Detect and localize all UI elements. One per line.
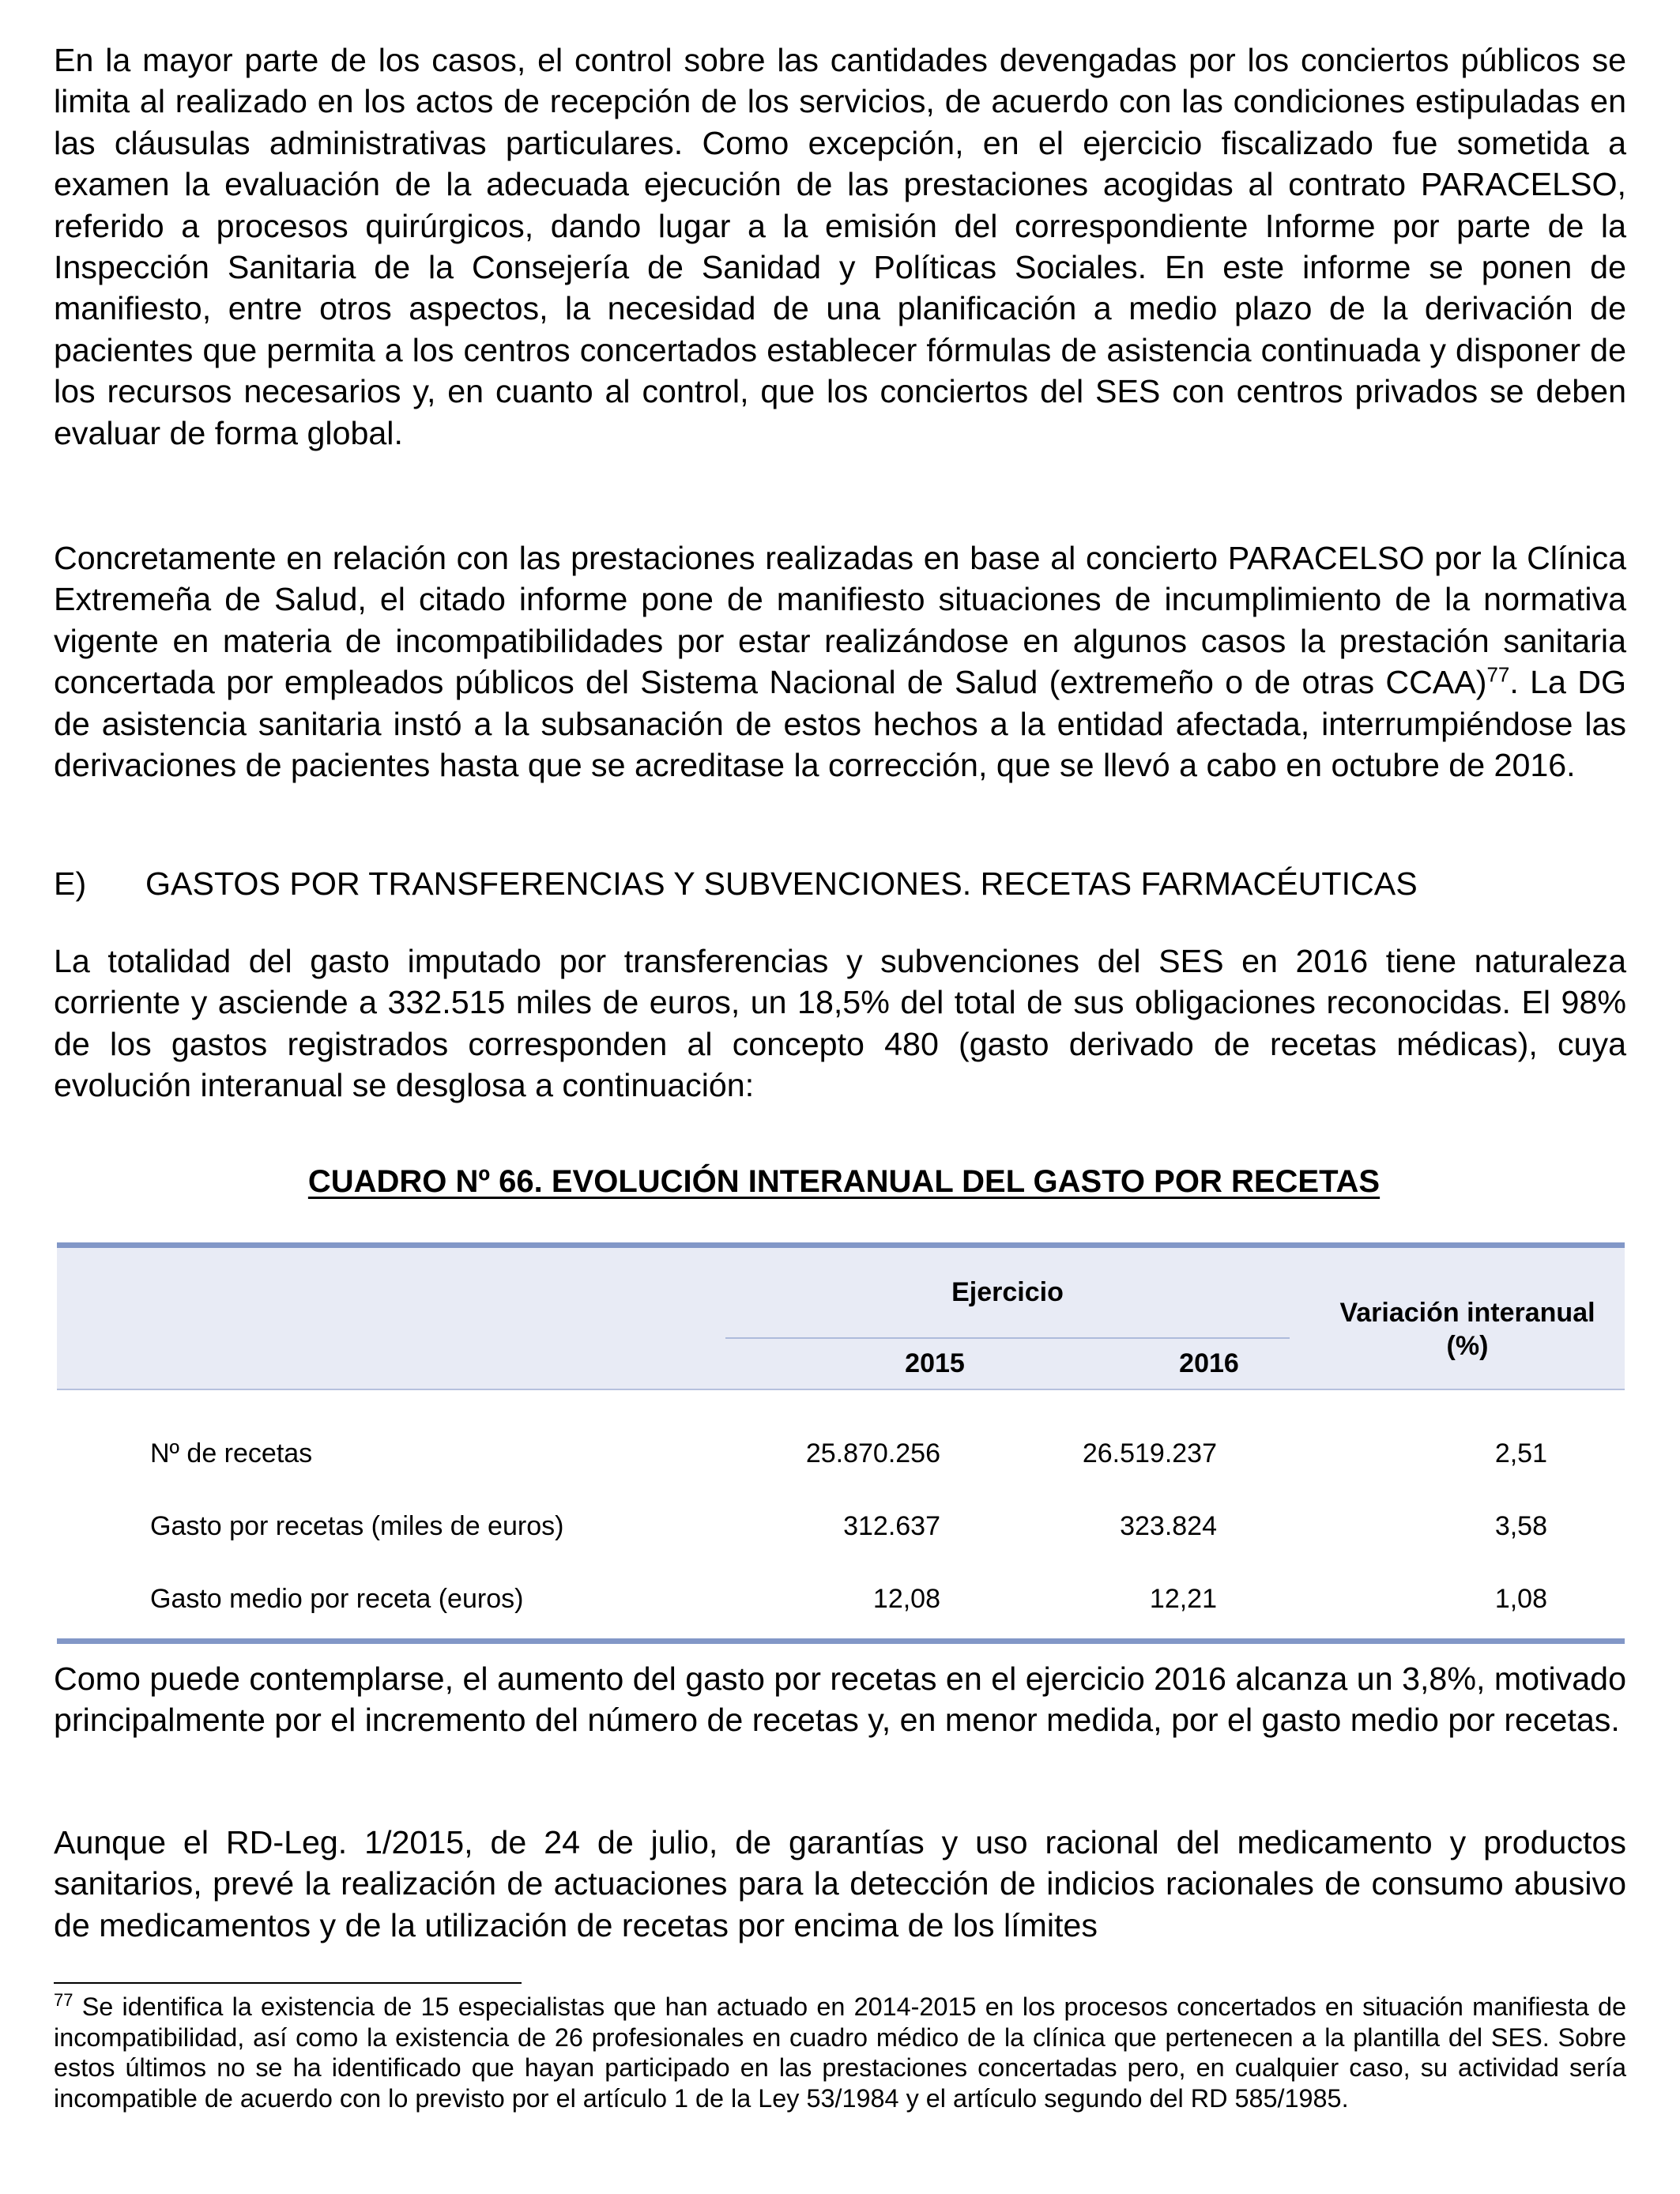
header-ejercicio: Ejercicio [951, 1277, 1064, 1307]
recetas-table [57, 1242, 1625, 1646]
table-bottom-rule [57, 1638, 1625, 1644]
section-title: GASTOS POR TRANSFERENCIAS Y SUBVENCIONES. RECETAS FARMACÉUTICAS [145, 865, 1418, 902]
cell-gasto-2015: 312.637 [843, 1511, 940, 1541]
row-label-recetas: Nº de recetas [150, 1438, 313, 1468]
header-2015 [725, 1347, 1049, 1380]
cell-gasto-medio-2015: 12,08 [872, 1584, 940, 1614]
cell-recetas-2016: 26.519.237 [1082, 1438, 1217, 1468]
paragraph-paracelso-control: En la mayor parte de los casos, el control sobre las cantidades devengadas por los conciertos públicos se limita al realizado en los actos de recepción de los servicios, de acuerdo con las condiciones estipuladas en las cláusulas administrativas particulares. Como excepción, en el ejercicio fiscalizado fue sometida a examen la evaluación de la adecuada ejecución de las prestaciones acogidas al contrato PARACELSO, referido a procesos quirúrgicos, dando lugar a la emisión del correspondiente Informe por parte de la Inspección Sanitaria de la Consejería de Sanidad y Políticas Sociales. En este informe se ponen de manifiesto, entre otros aspectos, la necesidad de una planificación a medio plazo de la derivación de pacientes que permita a los centros concertados establecer fórmulas de asistencia continuada y disponer de los recursos necesarios y, en cuanto al control, que los conciertos del SES con centros privados se deben evaluar de forma global. [54, 42, 1626, 451]
table-top-rule [57, 1242, 1625, 1248]
cell-recetas-2015: 25.870.256 [805, 1438, 940, 1468]
cell-gasto-medio-2016: 12,21 [1149, 1584, 1217, 1614]
footnote-text: Se identifica la existencia de 15 especialistas que han actuado en 2014-2015 en los procesos concertados en situación manifiesta de incompatibilidad, así como la existencia de 26 profesionales en cuadro médico de la clínica que pertenecen a la plantilla del SES. Sobre estos últimos no se ha identificado que hayan participado en las prestaciones concertadas pero, en cualquier caso, su actividad sería incompatible de acuerdo con lo previsto por el artículo 1 de la Ley 53/1984 y el artículo segundo del RD 585/1985. [54, 1992, 1626, 2113]
footnote-77 [54, 1992, 1626, 2113]
section-letter: E) [54, 865, 87, 902]
cell-gasto-2016: 323.824 [1120, 1511, 1217, 1541]
paragraph-incompatibilidades [54, 537, 1626, 786]
header-variacion-line1: Variación interanual [1339, 1298, 1595, 1328]
header-2016 [1049, 1347, 1290, 1380]
header-2015-text: 2015 [905, 1348, 965, 1378]
row-label-gasto-medio: Gasto medio por receta (euros) [150, 1584, 524, 1614]
paragraph-transferencias: La totalidad del gasto imputado por transferencias y subvenciones del SES en 2016 tiene naturaleza corriente y asciende a 332.515 miles de euros, un 18,5% del total de sus obligaciones reconocidas. El 98% de los gastos registrados corresponden al concepto 480 (gasto derivado de recetas médicas), cuya evolución interanual se desglosa a continuación: [54, 943, 1626, 1104]
footnote-reference[interactable]: 77 [1486, 662, 1510, 687]
header-variacion [1313, 1296, 1622, 1363]
header-2016-text: 2016 [1179, 1348, 1239, 1378]
table-title [54, 1160, 1634, 1203]
ejercicio-underline [725, 1337, 1290, 1339]
cell-gasto-medio-var: 1,08 [1494, 1584, 1547, 1614]
cell-gasto-var: 3,58 [1494, 1511, 1547, 1541]
paragraph-aumento-gasto: Como puede contemplarse, el aumento del gasto por recetas en el ejercicio 2016 alcanza un 3,8%, motivado principalmente por el incremento del número de recetas y, en menor medida, por el gasto medio por recetas. [54, 1661, 1626, 1739]
footnote-number: 77 [54, 1990, 73, 2011]
cell-recetas-var: 2,51 [1494, 1438, 1547, 1468]
table-header-separator [57, 1389, 1625, 1390]
table-title-text: CUADRO Nº 66. EVOLUCIÓN INTERANUAL DEL GASTO POR RECETAS [307, 1164, 1381, 1199]
row-label-gasto: Gasto por recetas (miles de euros) [150, 1511, 564, 1541]
header-variacion-line2: (%) [1446, 1331, 1489, 1361]
paragraph-text: . La DG de asistencia sanitaria instó a la subsanación de estos hechos a la entidad afectada, interrumpiéndose las derivaciones de pacientes hasta que se acreditase la corrección, que se llevó a cabo en octubre de 2016. [54, 664, 1626, 784]
footnote-separator [54, 1982, 522, 1984]
paragraph-text: Concretamente en relación con las prestaciones realizadas en base al concierto PARACELSO por la Clínica Extremeña de Salud, el citado informe pone de manifiesto situaciones de incumplimiento de la normativa vigente en materia de incompatibilidades por estar realizándose en algunos casos la prestación sanitaria concertada por empleados públicos del Sistema Nacional de Salud (extremeño o de otras CCAA) [54, 540, 1626, 701]
paragraph-rd-leg: Aunque el RD-Leg. 1/2015, de 24 de julio, de garantías y uso racional del medicamento y productos sanitarios, prevé la realización de actuaciones para la detección de indicios racionales de consumo abusivo de medicamentos y de la utilización de recetas por encima de los límites [54, 1824, 1626, 1943]
section-heading [54, 863, 1626, 904]
